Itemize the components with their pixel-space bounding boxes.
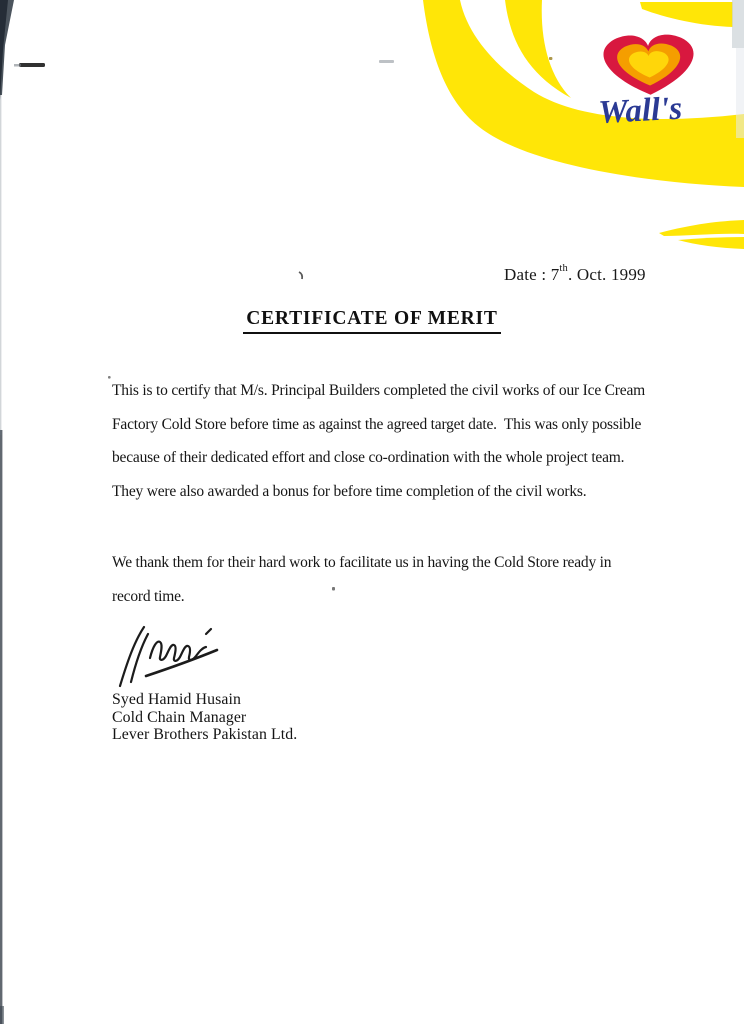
body-line-3: because of their dedicated effort and close co-ordination with the whole project team. <box>112 449 625 466</box>
scan-right-edge-faint <box>736 48 744 138</box>
yellow-swoosh-group <box>423 0 744 249</box>
signatory-role: Cold Chain Manager <box>112 708 247 726</box>
body-line-4: They were also awarded a bonus for before time completion of the civil works. <box>112 482 587 500</box>
scan-left-edge-line <box>0 430 2 1024</box>
body-paragraph-1 <box>112 374 645 508</box>
swoosh-main-band <box>423 0 744 187</box>
body-line-5: We thank them for their hard work to facilitate us in having the Cold Store ready in <box>112 554 612 571</box>
swoosh-bottom-strip-upper <box>659 220 744 236</box>
body-line-1: This is to certify that M/s. Principal Builders completed the civil works of our Ice Cream <box>112 382 645 399</box>
scan-dash-left <box>19 63 45 67</box>
certificate-title: CERTIFICATE OF MERIT <box>243 308 501 334</box>
body-paragraph-2 <box>112 546 611 613</box>
brand-wordmark: Wall's <box>597 90 684 131</box>
date-prefix: Date : 7 <box>504 265 560 284</box>
heart-logo-icon <box>603 34 696 96</box>
scan-tick-mark <box>299 272 302 279</box>
scan-speck-on-yellow <box>549 57 552 60</box>
signatory-company: Lever Brothers Pakistan Ltd. <box>112 726 298 744</box>
body-line-2: Factory Cold Store before time as against the agreed target date. This was only possible <box>112 415 642 433</box>
scan-left-edge-faint <box>0 95 1 435</box>
scan-right-edge-strip <box>732 0 744 48</box>
title-row <box>0 308 744 334</box>
date-suffix: . Oct. 1999 <box>568 265 646 284</box>
body-line-6: record time. <box>112 587 185 605</box>
signatory-name: Syed Hamid Husain <box>112 691 241 708</box>
swoosh-top-right-band <box>640 2 733 27</box>
swoosh-bottom-strip-lower <box>678 237 744 249</box>
signature-handwriting <box>120 627 217 686</box>
date-ordinal-superscript: th <box>559 263 568 274</box>
scan-dash-left-tail <box>14 64 21 67</box>
scan-dash-top-middle <box>379 60 394 63</box>
date-line <box>504 265 646 285</box>
scan-dot-2 <box>108 376 111 379</box>
signatory-block <box>112 691 297 744</box>
scan-bottom-left-mark <box>0 1006 4 1024</box>
